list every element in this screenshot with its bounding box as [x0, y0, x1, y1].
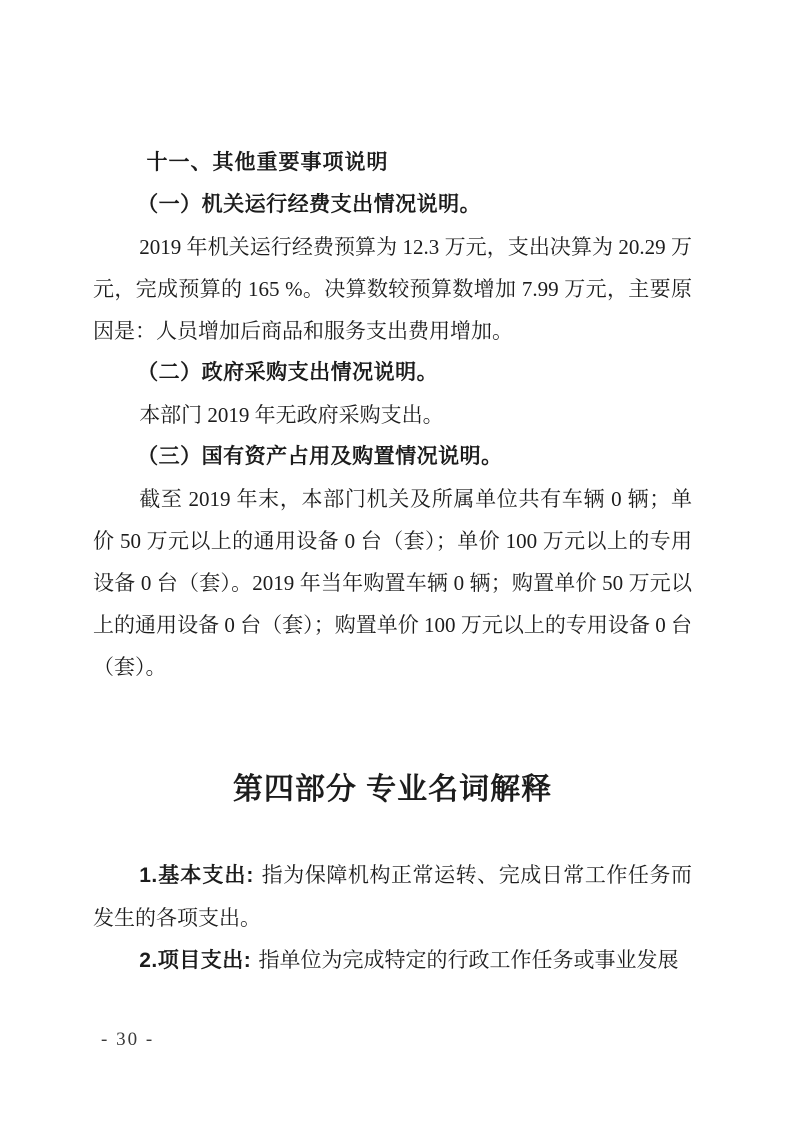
- subsection-3-paragraph: 截至 2019 年末，本部门机关及所属单位共有车辆 0 辆；单价 50 万元以上的通用设备 0 台（套）；单价 100 万元以上的专用设备 0 台（套）。2019 年当年购置车辆 0 辆；购置单价 50 万元以上的通用设备 0 台（套）；购置单价 100 万元以上的专用设备 0 台（套）。: [93, 487, 692, 679]
- subsection-2-paragraph: 本部门 2019 年无政府采购支出。: [139, 403, 444, 427]
- part-4-title: 第四部分 专业名词解释: [232, 773, 553, 806]
- subsection-1-paragraph: 2019 年机关运行经费预算为 12.3 万元，支出决算为 20.29 万元，完成预算的 165 %。决算数较预算数增加 7.99 万元，主要原因是：人员增加后商品和服务支出费用增加。: [93, 235, 692, 343]
- term-item: [93, 939, 692, 982]
- section-11-title: 十一、其他重要事项说明: [146, 151, 389, 174]
- term-1-definition: 指为保障机构正常运转、完成日常工作任务而发生的各项支出。: [93, 863, 692, 930]
- term-2-definition: 指单位为完成特定的行政工作任务或事业发展: [258, 948, 679, 972]
- subsection-1-heading: （一）机关运行经费支出情况说明。: [137, 193, 482, 216]
- subsection-2-heading: （二）政府采购支出情况说明。: [137, 361, 439, 384]
- term-item: [93, 854, 692, 939]
- subsection-3-heading: （三）国有资产占用及购置情况说明。: [137, 445, 503, 468]
- term-2-label: 2.项目支出:: [139, 949, 252, 972]
- document-content: [93, 142, 692, 982]
- terms-list: [93, 854, 692, 982]
- term-1-label: 1.基本支出:: [139, 864, 254, 887]
- page-number: - 30 -: [101, 1029, 155, 1050]
